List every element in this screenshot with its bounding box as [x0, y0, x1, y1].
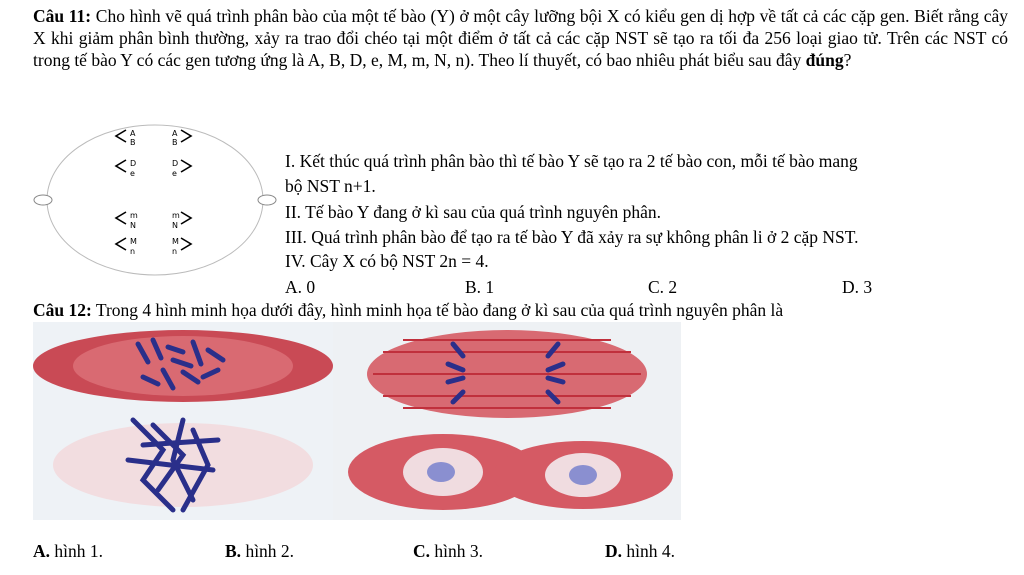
label-r8: n: [172, 247, 178, 256]
question-11-text: [33, 5, 1008, 71]
statement-4: IV. Cây X có bộ NST 2n = 4.: [285, 251, 489, 271]
label-l1: A: [130, 129, 136, 138]
question-11-emphasis: đúng: [805, 50, 844, 70]
chromosome-right-1: [181, 130, 191, 142]
label-l3: D: [130, 159, 137, 168]
chromosome-left-4: [116, 238, 126, 250]
photo-1: [33, 322, 333, 410]
question-12-body: Trong 4 hình minh họa dưới đây, hình minh họa tế bào đang ở kì sau của quá trình nguyên phân là: [95, 300, 784, 320]
mitosis-photos: [33, 322, 681, 520]
q12-answer-c-text: hình 3.: [434, 541, 484, 561]
chromosome-left-2: [116, 160, 126, 172]
q12-answer-c: [413, 540, 483, 562]
label-l7: M: [130, 237, 137, 246]
label-r7: M: [172, 237, 179, 246]
statement-2: II. Tế bào Y đang ở kì sau của quá trình nguyên phân.: [285, 202, 662, 222]
question-12-text: [33, 299, 783, 321]
question-12-label: Câu 12:: [33, 300, 92, 320]
statement-1-cont: bộ NST n+1.: [285, 176, 376, 196]
chromosome-right-4: [181, 238, 191, 250]
q11-answer-b: B. 1: [465, 277, 495, 297]
q12-answer-a-text: hình 1.: [54, 541, 104, 561]
label-l2: B: [130, 138, 136, 147]
label-r4: e: [172, 169, 177, 178]
q12-answer-b: [225, 540, 294, 562]
q11-answer-d: D. 3: [842, 277, 873, 297]
question-11-body: Cho hình vẽ quá trình phân bào của một tế bào (Y) ở một cây lưỡng bội X có kiểu gen dị hợp về tất cả các cặp gen. Biết rằng cây X khi giảm phân bình thường, xảy ra trao đổi chéo tại một điểm ở tất cả các cặp NST sẽ tạo ra tối đa 256 loại giao tử. Trên các NST có trong tế bào Y có các gen tương ứng là A, B, D, e, M, m, N, n). Theo lí thuyết, có bao nhiêu phát biểu sau đây: [33, 6, 1008, 70]
chromosome-left-1: [116, 130, 126, 142]
q12-answer-b-text: hình 2.: [245, 541, 295, 561]
question-11-label: Câu 11:: [33, 6, 92, 26]
statement-3: III. Quá trình phân bào để tạo ra tế bào Y đã xảy ra sự không phân li ở 2 cặp NST.: [285, 227, 859, 247]
chromosome-right-2: [181, 160, 191, 172]
chromosome-left-3: [116, 212, 126, 224]
q12-answer-b-letter: B.: [225, 541, 242, 561]
label-l5: m: [130, 211, 138, 220]
label-l8: n: [130, 247, 136, 256]
cell-division-diagram: [30, 120, 280, 280]
label-r5: m: [172, 211, 180, 220]
label-r2: B: [172, 138, 178, 147]
chromosome-right-3: [181, 212, 191, 224]
statement-1: I. Kết thúc quá trình phân bào thì tế bào Y sẽ tạo ra 2 tế bào con, mỗi tế bào mang: [285, 151, 858, 171]
label-r1: A: [172, 129, 178, 138]
q11-answer-a: A. 0: [285, 277, 316, 297]
label-r6: N: [172, 221, 178, 230]
label-l6: N: [130, 221, 136, 230]
q12-answer-a-letter: A.: [33, 541, 51, 561]
q12-answer-d-text: hình 4.: [626, 541, 676, 561]
label-l4: e: [130, 169, 135, 178]
q12-answer-a: [33, 540, 103, 562]
photo-2: [333, 322, 681, 427]
photo-3: [33, 410, 333, 520]
q11-answer-c: C. 2: [648, 277, 678, 297]
q12-answer-d-letter: D.: [605, 541, 623, 561]
q12-answer-c-letter: C.: [413, 541, 431, 561]
photo-4: [333, 427, 681, 520]
question-11-end: ?: [843, 50, 852, 70]
label-r3: D: [172, 159, 179, 168]
q12-answer-d: [605, 540, 675, 562]
